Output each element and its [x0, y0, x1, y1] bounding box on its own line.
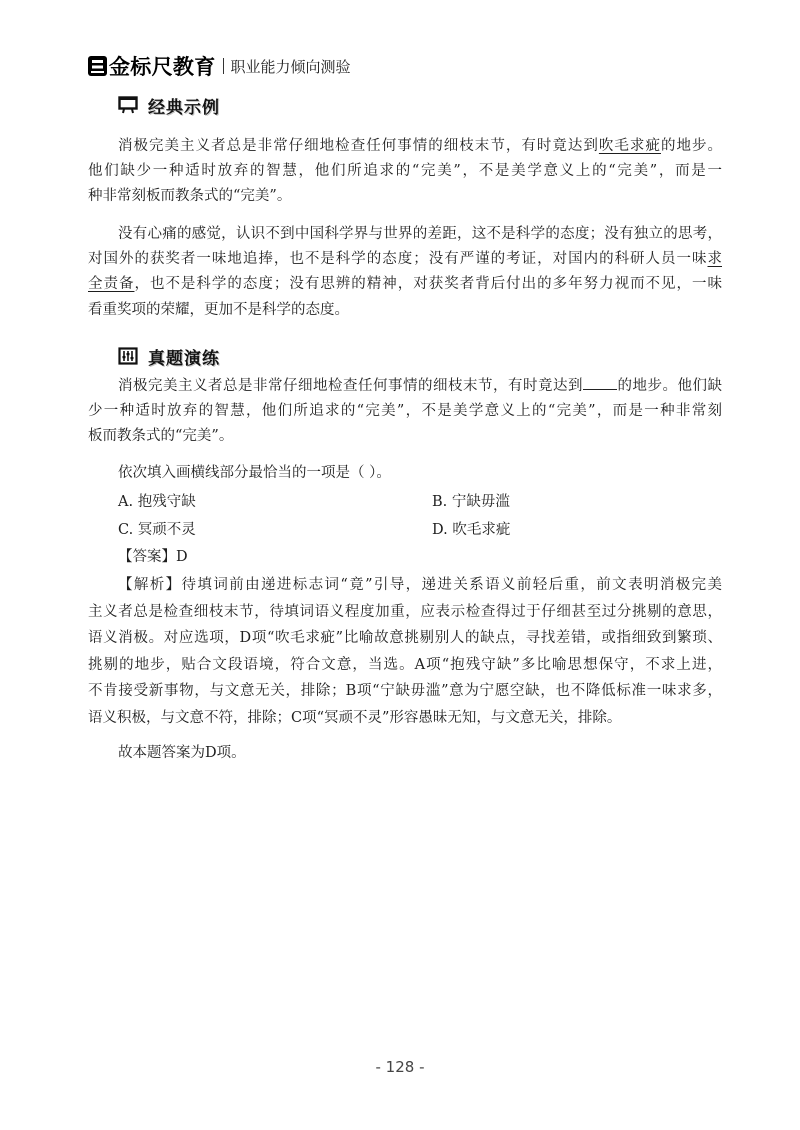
- text-line: [88, 159, 722, 184]
- option-b: B. 宁缺毋滥: [432, 494, 510, 510]
- text-segment: ，也不是科学的态度；没有思辨的精神，对获奖者背后付出的多年努力视而不见，一味: [134, 276, 723, 293]
- page-number: - 128 -: [375, 1058, 425, 1076]
- analysis-line: 语义积极，与文意不符，排除；C项“冥顽不灵”形容愚昧无知，与文意无关，排除。: [88, 709, 622, 726]
- conclusion-paragraph: [88, 740, 722, 767]
- example-paragraph-2: [88, 222, 722, 323]
- underlined-idiom: 全责备: [88, 276, 135, 293]
- text-segment: 消极完美主义者总是非常仔细地检查任何事情的细枝末节，有时竟达到: [118, 378, 583, 394]
- text-line: [88, 374, 722, 399]
- practice-section-heading: [118, 345, 220, 367]
- monitor-icon: [118, 96, 138, 114]
- example-section-heading: [118, 94, 220, 116]
- text-line: [88, 184, 722, 209]
- text-segment: 没有心痛的感觉，认识不到中国科学界与世界的差距，这不是科学的态度；没有独立的思考，: [118, 226, 722, 242]
- text-segment: 他们缺少一种适时放弃的智慧，他们所追求的“完美”，不是美学意义上的“完美”，而是一: [88, 163, 722, 180]
- option-a: A. 抱残守缺: [118, 494, 196, 510]
- option-d: D. 吹毛求疵: [432, 522, 511, 538]
- text-segment: 的地步。: [660, 138, 723, 154]
- answer-blank: [583, 376, 617, 390]
- analysis-line: 【解析】待填词前由递进标志词“竟”引导，递进关系语义前轻后重，前文表明消极完美: [118, 577, 722, 593]
- text-segment: 板而教条式的“完美”。: [88, 428, 234, 445]
- text-line: [88, 298, 722, 323]
- text-segment: 对国外的获奖者一味地追捧，也不是科学的态度；没有严谨的考证，对国内的科研人员一味: [88, 251, 708, 268]
- brand-logo-icon: [88, 55, 107, 77]
- answer-text: 【答案】D: [118, 549, 188, 565]
- underlined-idiom: 吹毛求疵: [598, 138, 661, 154]
- analysis-line: 不肯接受新事物，与文意无关，排除；B项“宁缺毋滥”意为宁愿空缺，也不降低标准一味求多，: [88, 683, 722, 700]
- text-line: [88, 247, 722, 272]
- text-segment: 消极完美主义者总是非常仔细地检查任何事情的细枝末节，有时竟达到: [118, 138, 599, 154]
- answer-line: [88, 545, 722, 570]
- question-stem: [88, 374, 722, 450]
- subject-title: 职业能力倾向测验: [230, 57, 351, 76]
- header-divider: [223, 58, 224, 74]
- analysis-line: 主义者总是检查细枝末节，待填词语义程度加重，应表示检查得过于仔细甚至过分挑剔的意思，: [88, 603, 722, 620]
- sliders-icon: [118, 347, 138, 365]
- analysis-paragraph: [88, 572, 722, 732]
- text-line: [88, 399, 722, 424]
- practice-section-title: 真题演练: [148, 348, 220, 369]
- analysis-line: 挑剔的地步，贴合文段语境，符合文意，当选。A项“抱残守缺”多比喻思想保守，不求上进，: [88, 656, 722, 673]
- text-line: 依次填入画横线部分最恰当的一项是（ ）。: [118, 465, 391, 481]
- option-c: C. 冥顽不灵: [118, 522, 196, 538]
- text-segment: 少一种适时放弃的智慧，他们所追求的“完美”，不是美学意义上的“完美”，而是一种非常刻: [88, 403, 722, 420]
- example-section-title: 经典示例: [148, 97, 220, 118]
- underlined-idiom: 求: [707, 251, 722, 268]
- page-header: [88, 52, 351, 80]
- conclusion-text: 故本题答案为D项。: [118, 745, 246, 761]
- text-line: [88, 222, 722, 247]
- text-line: [88, 424, 722, 449]
- analysis-line: 语义消极。对应选项，D项“吹毛求疵”比喻故意挑剔别人的缺点，寻找差错，或指细致到繁琐、: [88, 630, 722, 647]
- example-paragraph-1: [88, 134, 722, 210]
- question-prompt: [88, 461, 722, 486]
- text-segment: 看重奖项的荣耀，更加不是科学的态度。: [88, 301, 349, 318]
- text-line: [88, 134, 722, 159]
- text-segment: 的地步。他们缺: [617, 378, 722, 394]
- text-segment: 种非常刻板而教条式的“完美”。: [88, 188, 292, 205]
- text-line: [88, 272, 722, 297]
- brand-name: 金标尺教育: [109, 55, 216, 79]
